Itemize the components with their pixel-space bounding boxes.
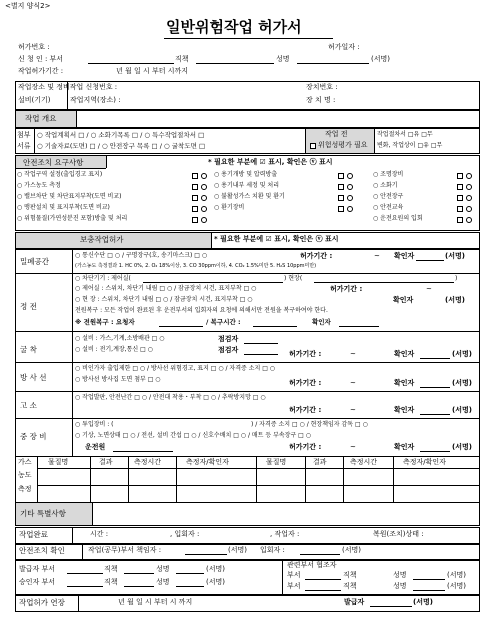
closed-space-line-1: ○ 통신수단 □ ○ / 구명장구(호, 송기마스크) □ ○ bbox=[75, 252, 208, 259]
pre-work-label: 작업 전 bbox=[325, 130, 348, 138]
related-name-line-2[interactable] bbox=[413, 590, 445, 591]
gas-col-result-2: 결과 bbox=[313, 458, 327, 466]
attach-label-2: 서류 bbox=[17, 142, 31, 150]
heavy-permit-label: 허가기간 : bbox=[289, 443, 322, 451]
heavy-line-1b: ) / 자격증 소지 □ ○ / 현장책임자 감독 □ ○ bbox=[251, 421, 368, 428]
gas-col-substance-1: 물질명 bbox=[48, 458, 69, 466]
dig-checker-line-1[interactable] bbox=[244, 343, 278, 344]
related-dept-label: 관련부서 협조자 bbox=[287, 561, 337, 569]
related-name-1: 성명 bbox=[393, 571, 407, 579]
heavy-equipment-label: 중 장 비 bbox=[20, 432, 47, 441]
related-sign-1: (서명) bbox=[447, 571, 466, 579]
gas-col-result-1: 결과 bbox=[99, 458, 113, 466]
safety-check-line[interactable] bbox=[185, 554, 227, 555]
radiation-confirm-label: 확인자 bbox=[394, 379, 415, 387]
power-field-label: ) 현장( bbox=[284, 275, 303, 282]
safety-checkbox[interactable] bbox=[338, 184, 344, 190]
applicant-position-label: 직책 bbox=[175, 55, 189, 63]
gas-label-1: 가스 bbox=[18, 458, 32, 466]
safety-confirm[interactable] bbox=[466, 184, 472, 190]
radiation-line-1: ○ 비인가자 출입제한 □ ○ / 방사선 위험경고, 표지 □ ○ / 자격증 소지 □ ○ bbox=[75, 365, 276, 372]
supplement-header: 보충작업허가 bbox=[80, 235, 124, 244]
dig-checker-line-2[interactable] bbox=[244, 354, 278, 355]
safety-item-12: ○ 안전장구 bbox=[373, 193, 404, 200]
dig-confirm-line[interactable] bbox=[420, 358, 450, 359]
safety-confirm[interactable] bbox=[466, 217, 472, 223]
related-name-line-1[interactable] bbox=[413, 579, 445, 580]
issuer-dept-line[interactable] bbox=[67, 573, 103, 574]
approver-name-line[interactable] bbox=[176, 586, 204, 587]
dig-confirm-label: 확인자 bbox=[394, 350, 415, 358]
complete-worker: , 작업자 : bbox=[270, 530, 300, 538]
safety-checkbox[interactable] bbox=[457, 206, 463, 212]
high-tilde: ~ bbox=[350, 406, 356, 414]
closed-sign: (서명) bbox=[445, 252, 465, 260]
dig-line-1: ○ 설비 : 가스,기계,소방배관 □ ○ bbox=[75, 335, 165, 342]
safety-check-sign: (서명) bbox=[228, 546, 247, 554]
work-place-label: 작업장소 및 정비작업 신청번호 : bbox=[18, 83, 118, 91]
safety-confirm[interactable] bbox=[466, 173, 472, 179]
safety-check-attendee-line[interactable] bbox=[300, 554, 340, 555]
related-position-2: 직책 bbox=[343, 582, 357, 590]
applicant-name-label: 성명 bbox=[276, 55, 290, 63]
safety-item-4: ○ 맹판설치 및 표지부착(도면 비교) bbox=[17, 204, 110, 211]
heavy-sign: (서명) bbox=[452, 443, 472, 451]
approver-label: 승인자 부서 bbox=[19, 578, 56, 586]
heavy-line-2: ○ 기상, 노면상태 □ ○ / 전선, 설비 간섭 □ ○ / 신호수배치 □ ○ / 매트 등 부속장구 □ ○ bbox=[75, 432, 311, 439]
power-restore-time: / 복구시간 : bbox=[206, 318, 241, 326]
related-sign-2: (서명) bbox=[447, 582, 466, 590]
safety-checkbox[interactable] bbox=[457, 195, 463, 201]
page-title: 일반위험작업 허가서 bbox=[166, 18, 302, 36]
safety-confirm[interactable] bbox=[201, 206, 207, 212]
extension-issuer-line[interactable] bbox=[370, 606, 412, 607]
applicant-position-line[interactable] bbox=[196, 63, 274, 64]
extension-issuer: 발급자 bbox=[344, 598, 365, 606]
safety-header: 안전조치 요구사항 bbox=[23, 158, 84, 167]
closed-tilde: ~ bbox=[374, 252, 380, 260]
safety-confirm[interactable] bbox=[347, 195, 353, 201]
gas-col-time-2: 측정시간 bbox=[350, 458, 378, 466]
applicant-sign: (서명) bbox=[371, 55, 390, 63]
safety-confirm[interactable] bbox=[466, 195, 472, 201]
power-line-3: ○ 현 장 : 스위치, 차단기 내림 □ ○ / 잠금장치 시건, 표지부착 □ ○ bbox=[75, 296, 253, 303]
special-label: 기타 특별사항 bbox=[20, 509, 66, 518]
safety-item-2: ○ 가스농도 측정 bbox=[17, 182, 61, 189]
safety-check-sign-2: (서명) bbox=[342, 546, 361, 554]
approver-position-line[interactable] bbox=[124, 586, 154, 587]
heavy-tilde: ~ bbox=[350, 443, 356, 451]
high-place-label: 고 소 bbox=[20, 401, 37, 410]
dig-permit-label: 허가기간 : bbox=[289, 350, 322, 358]
heavy-line-1: ○ 투입장비 : ( bbox=[75, 421, 114, 428]
safety-item-5: ○ 위험물질(가연성분진 포함)방출 및 처리 bbox=[17, 215, 128, 222]
risk-assessment-checkbox[interactable] bbox=[310, 143, 316, 149]
power-line-1: ○ 차단기기 : 제어실( bbox=[75, 275, 131, 282]
extension-label: 작업허가 연장 bbox=[19, 598, 65, 607]
safety-check-text: 작업(공무)부서 책임자 : bbox=[88, 546, 162, 554]
safety-check-label: 안전조치 확인 bbox=[19, 546, 65, 555]
work-period-value: 년 월 일 시 부터 시까지 bbox=[116, 67, 188, 75]
radiation-line-2: ○ 방사선 방사집 도면 첨부 □ ○ bbox=[75, 376, 161, 383]
safety-item-13: ○ 안전교육 bbox=[373, 204, 404, 211]
radiation-sign: (서명) bbox=[452, 379, 472, 387]
field-line[interactable] bbox=[314, 282, 454, 283]
safety-confirm[interactable] bbox=[347, 173, 353, 179]
dig-line-2: ○ 설비 : 전기,계장,통신 □ ○ bbox=[75, 346, 153, 353]
safety-checkbox[interactable] bbox=[192, 217, 198, 223]
safety-item-11: ○ 소화기 bbox=[373, 182, 398, 189]
radiation-confirm-line[interactable] bbox=[420, 387, 450, 388]
dig-checker-2: 점검자 bbox=[218, 346, 239, 354]
supplement-notice: * 필요한 부분에 ☑ 표시, 확인은 ⓥ 표시 bbox=[214, 235, 339, 243]
dig-label: 굴 착 bbox=[20, 345, 37, 354]
equipment-no-label: 장치번호 : bbox=[306, 83, 338, 91]
closed-permit-label: 허가기간 : bbox=[300, 252, 333, 260]
safety-item-6: ○ 용기개방 및 압력방출 bbox=[214, 171, 278, 178]
procedure-label[interactable]: 작업절차서 □유 □무 bbox=[377, 131, 433, 138]
extension-value: 년 월 일 시 부터 시 까지 bbox=[118, 598, 193, 606]
issuer-sign: (서명) bbox=[206, 565, 225, 573]
safety-checkbox[interactable] bbox=[457, 184, 463, 190]
extension-box bbox=[15, 595, 480, 612]
applicant-label: 신 청 인 : 부서 bbox=[18, 55, 64, 63]
related-dept-line-2[interactable] bbox=[305, 590, 341, 591]
control-room-line[interactable] bbox=[143, 282, 283, 283]
power-label: 정 전 bbox=[20, 302, 37, 311]
heavy-confirm-line[interactable] bbox=[420, 451, 450, 452]
permit-number-label: 허가번호 : bbox=[18, 43, 50, 51]
high-sign: (서명) bbox=[452, 406, 472, 414]
gas-label-2: 농도 bbox=[18, 471, 32, 479]
safety-checkbox[interactable] bbox=[338, 195, 344, 201]
approver-name: 성명 bbox=[156, 578, 170, 586]
attach-row-1[interactable]: ○ 작업계획서 □ / ○ 소화기목록 □ / ○ 특수작업절차서 □ bbox=[37, 131, 205, 139]
applicant-name-line[interactable] bbox=[297, 63, 369, 64]
approver-sign: (서명) bbox=[206, 578, 225, 586]
gas-label-3: 측정 bbox=[18, 485, 32, 493]
high-place-line-1: ○ 작업발판, 안전난간 □ ○ / 안전대 착용・부착 □ ○ / 추락방지망 □ ○ bbox=[75, 394, 266, 401]
issuer-box bbox=[15, 560, 480, 595]
safety-check-attendee: 입회자 : bbox=[260, 546, 285, 554]
safety-confirm[interactable] bbox=[347, 206, 353, 212]
related-dept-2: 부서 bbox=[287, 582, 301, 590]
safety-item-14: ○ 운전요원의 입회 bbox=[373, 215, 423, 222]
related-name-2: 성명 bbox=[393, 582, 407, 590]
safety-checkbox[interactable] bbox=[192, 195, 198, 201]
overview-box bbox=[15, 110, 480, 128]
safety-item-1: ○ 작업구역 설정(출입경고 표지) bbox=[17, 171, 103, 178]
safety-confirm[interactable] bbox=[201, 184, 207, 190]
safety-notice: * 필요한 부분에 ☑ 표시, 확인은 ⓥ 표시 bbox=[208, 158, 333, 166]
safety-checkbox[interactable] bbox=[338, 206, 344, 212]
related-dept-1: 부서 bbox=[287, 571, 301, 579]
form-tag: <별지 양식2> bbox=[5, 2, 51, 10]
issuer-position-line[interactable] bbox=[124, 573, 154, 574]
power-line-2: ○ 제어실 : 스위치, 차단기 내림 □ ○ / 잠금장치 시건, 표지부착 □ ○ bbox=[75, 285, 257, 292]
power-restore-requester: ※ 전원복구 : 요청자 bbox=[75, 318, 135, 326]
change-label[interactable]: 변화, 작업상이 □유 □무 bbox=[377, 142, 443, 149]
radiation-permit-label: 허가기간 : bbox=[289, 379, 322, 387]
high-confirm-label: 확인자 bbox=[394, 406, 415, 414]
work-area-label: 작업지역(장소) : bbox=[70, 96, 121, 104]
high-permit-label: 허가기간 : bbox=[289, 406, 322, 414]
applicant-dept-line[interactable] bbox=[88, 63, 174, 64]
heavy-operator-label: 운전원 bbox=[85, 443, 106, 451]
related-dept-line-1[interactable] bbox=[305, 579, 341, 580]
power-restore-confirm: 확인자 bbox=[312, 318, 331, 326]
safety-item-7: ○ 용기내부 세정 및 처리 bbox=[214, 182, 280, 189]
operator-line[interactable] bbox=[113, 451, 173, 452]
safety-check-box bbox=[15, 544, 480, 560]
attach-row-2[interactable]: ○ 기술자료(도면) □ / ○ 안전장구 목록 □ / ○ 굴착도면 □ bbox=[37, 142, 206, 150]
equipment-label: 설비(기기) bbox=[18, 96, 51, 104]
safety-checkbox[interactable] bbox=[192, 173, 198, 179]
issuer-name-line[interactable] bbox=[176, 573, 204, 574]
overview-label: 작업 개요 bbox=[25, 114, 57, 123]
gas-col-measurer-1: 측정자/확인자 bbox=[186, 458, 229, 466]
safety-confirm[interactable] bbox=[201, 195, 207, 201]
complete-attendee: , 입회자 : bbox=[170, 530, 200, 538]
high-confirm-line[interactable] bbox=[420, 414, 450, 415]
safety-confirm[interactable] bbox=[201, 217, 207, 223]
safety-checkbox[interactable] bbox=[457, 173, 463, 179]
dig-tilde: ~ bbox=[350, 350, 356, 358]
dig-sign: (서명) bbox=[452, 350, 472, 358]
safety-item-9: ○ 환기장비 bbox=[214, 204, 245, 211]
approver-dept-line[interactable] bbox=[67, 586, 103, 587]
complete-label: 작업완료 bbox=[19, 530, 48, 539]
closed-gas-criteria: (가스농도 측정결과 1. HC 0%, 2. O₂ 18%이상, 3. CO 30ppm이하, 4. CO₂ 1.5%미만 5. H₂S 10ppm미만) bbox=[75, 263, 317, 269]
safety-confirm[interactable] bbox=[201, 173, 207, 179]
closed-space-label: 밀폐공간 bbox=[20, 257, 49, 266]
permit-date-label: 허가일자 : bbox=[328, 43, 360, 51]
power-restore-note: 전원복구 : 모든 작업이 완료된 후 운전부서의 입회자의 요청에 의해서만 전원을 복구하여야 한다. bbox=[75, 307, 328, 314]
complete-restore: 복원(조치)상태 : bbox=[373, 530, 424, 538]
closed-confirm-line[interactable] bbox=[416, 260, 444, 261]
safety-checkbox[interactable] bbox=[457, 217, 463, 223]
safety-checkbox[interactable] bbox=[192, 184, 198, 190]
issuer-position: 직책 bbox=[104, 565, 118, 573]
attach-label-1: 첨부 bbox=[17, 131, 31, 139]
closed-confirm-label: 확인자 bbox=[394, 252, 415, 260]
work-period-label: 작업허가기간 : bbox=[18, 67, 64, 75]
power-sign: (서명) bbox=[445, 296, 465, 304]
power-close-paren: ) bbox=[455, 275, 458, 282]
complete-time: 시간 : bbox=[90, 530, 109, 538]
safety-checkbox[interactable] bbox=[338, 173, 344, 179]
power-permit-label: 허가기간 : bbox=[330, 285, 363, 293]
radiation-label: 방 사 선 bbox=[20, 373, 47, 382]
extension-sign: (서명) bbox=[413, 598, 433, 606]
safety-confirm[interactable] bbox=[466, 206, 472, 212]
approver-position: 직책 bbox=[104, 578, 118, 586]
restore-time-line[interactable] bbox=[253, 326, 297, 327]
requester-line[interactable] bbox=[159, 326, 203, 327]
heavy-confirm-label: 확인자 bbox=[394, 443, 415, 451]
gas-col-time-1: 측정시간 bbox=[134, 458, 162, 466]
issuer-label: 발급자 부서 bbox=[19, 565, 56, 573]
dig-checker-1: 점검자 bbox=[218, 335, 239, 343]
gas-col-substance-2: 물질명 bbox=[266, 458, 287, 466]
risk-assessment-label: 위험성평가 필요 bbox=[318, 141, 368, 149]
title-underline bbox=[164, 38, 333, 39]
equipment-name-label: 장 치 명 : bbox=[306, 96, 336, 104]
power-confirm-label: 확인자 bbox=[393, 296, 414, 304]
power-tilde: ~ bbox=[426, 285, 432, 293]
safety-checkbox[interactable] bbox=[192, 206, 198, 212]
safety-item-8: ○ 불활성가스 치환 및 환기 bbox=[214, 193, 285, 200]
related-position-1: 직책 bbox=[343, 571, 357, 579]
gas-col-measurer-2: 측정자/확인자 bbox=[403, 458, 446, 466]
safety-item-3: ○ 밸브차단 및 차단표지부착(도면 비교) bbox=[17, 193, 122, 200]
radiation-tilde: ~ bbox=[350, 379, 356, 387]
safety-confirm[interactable] bbox=[347, 184, 353, 190]
issuer-name: 성명 bbox=[156, 565, 170, 573]
safety-item-10: ○ 조명장비 bbox=[373, 171, 404, 178]
restore-confirm-line[interactable] bbox=[339, 326, 379, 327]
